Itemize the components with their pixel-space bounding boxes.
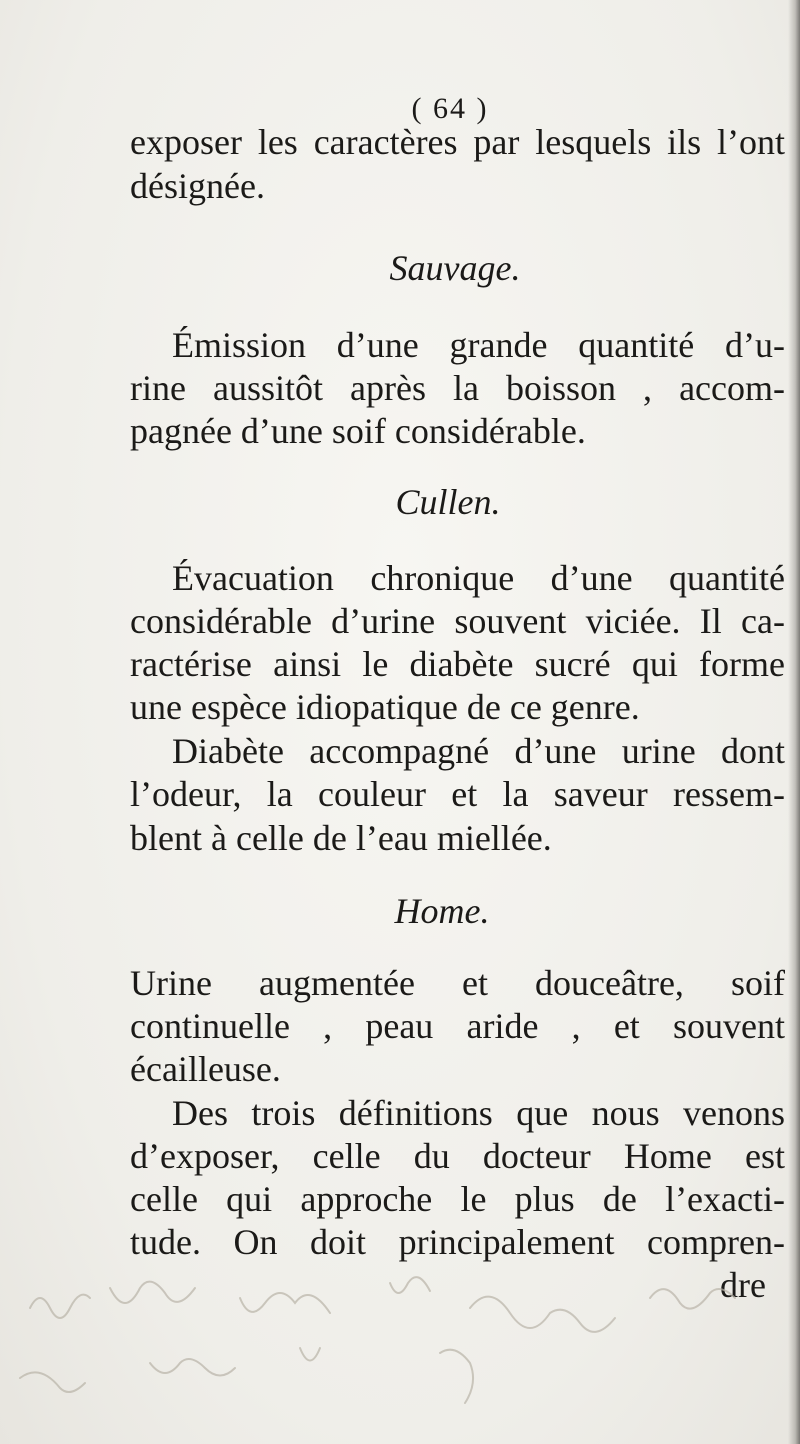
text-line: Diabète accompagné d’une urine dont	[172, 731, 785, 771]
section-heading-sauvage: Sauvage.	[389, 248, 521, 288]
text-line: une espèce idiopatique de ce genre.	[130, 687, 640, 727]
text-line: considérable d’urine souvent viciée. Il ca-	[130, 601, 785, 641]
page-number: ( 64 )	[411, 92, 489, 125]
page-edge-shadow	[788, 0, 800, 1444]
section-heading-cullen: Cullen.	[395, 482, 501, 522]
text-line: rine aussitôt après la boisson , accom-	[130, 368, 785, 408]
text-line: celle qui approche le plus de l’exacti-	[130, 1179, 785, 1219]
bleed-through-handwriting	[0, 1268, 800, 1444]
text-line: d’exposer, celle du docteur Home est	[130, 1136, 785, 1176]
text-line: Émission d’une grande quantité d’u-	[172, 325, 785, 365]
text-line: ractérise ainsi le diabète sucré qui forme	[130, 644, 785, 684]
text-line: dre	[720, 1265, 766, 1305]
text-line: exposer les caractères par lesquels ils l’ont	[130, 122, 785, 162]
text-line: tude. On doit principalement compren-	[130, 1222, 785, 1262]
text-line: l’odeur, la couleur et la saveur ressem-	[130, 774, 785, 814]
text-line: Évacuation chronique d’une quantité	[172, 558, 785, 598]
text-line: blent à celle de l’eau miellée.	[130, 818, 552, 858]
text-line: continuelle , peau aride , et souvent	[130, 1006, 785, 1046]
text-line: pagnée d’une soif considérable.	[130, 411, 586, 451]
text-line: désignée.	[130, 166, 265, 206]
text-line: écailleuse.	[130, 1049, 281, 1089]
text-line: Urine augmentée et douceâtre, soif	[130, 963, 785, 1003]
text-line: Des trois définitions que nous venons	[172, 1093, 785, 1133]
section-heading-home: Home.	[394, 891, 490, 931]
